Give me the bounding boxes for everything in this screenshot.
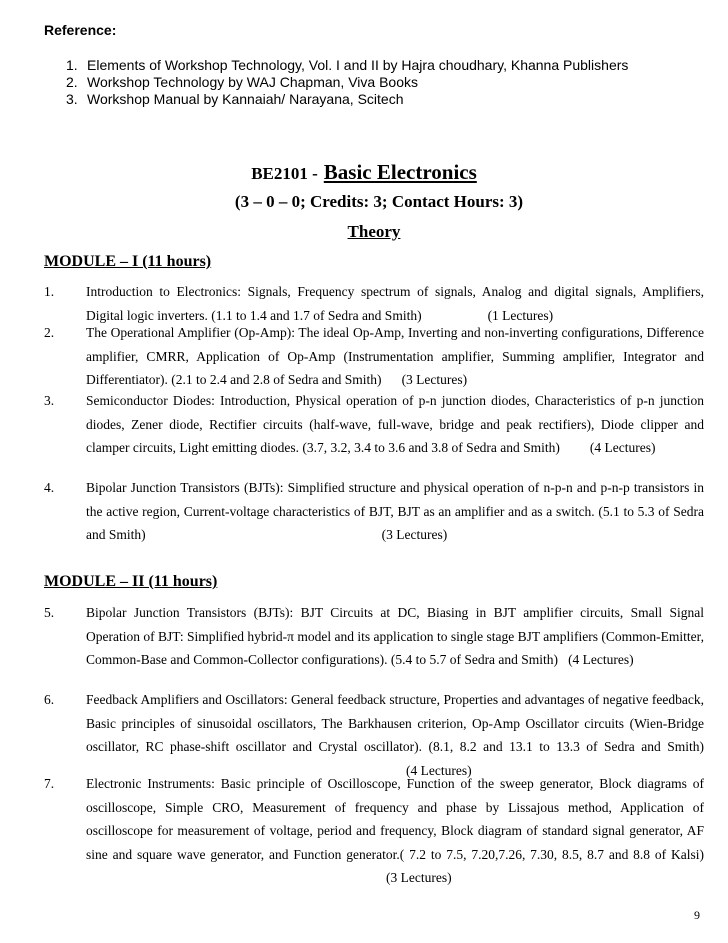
module-title: MODULE – II (11 hours) (44, 573, 218, 590)
module-item: 4. Bipolar Junction Transistors (BJTs): Simplified structure and physical operation of n-p-n and p-n-p transistors in the active region, Current-voltage characteristics of BJT, BJT as an amplifier and as a switch. (5.1 to 5.3 of Sedra and Smith) (3 Lectures) (44, 480, 704, 542)
course-code: BE2101 - (251, 164, 318, 183)
reference-heading: Reference: (44, 22, 117, 38)
reference-item: 1. Elements of Workshop Technology, Vol. I and II by Hajra choudhary, Khanna Publishers (66, 57, 629, 73)
module-item: 1. Introduction to Electronics: Signals, Frequency spectrum of signals, Analog and digital signals, Amplifiers, Digital logic inverters. (1.1 to 1.4 and 1.7 of Sedra and Smith) (1 Lectures) (44, 284, 704, 323)
module-item: 5. Bipolar Junction Transistors (BJTs): BJT Circuits at DC, Biasing in BJT amplifier circuits, Small Signal Operation of BJT: Simplified hybrid-π model and its application to single stage BJT amplifiers (Common-Emitter, Common-Base and Common-Collector configurations). (5.4 to 5.7 of Sedra and Smith) (4 Lectures) (44, 605, 704, 667)
course-header (0, 160, 728, 185)
reference-item: 2. Workshop Technology by WAJ Chapman, Viva Books (66, 74, 418, 90)
section-title: Theory (347, 222, 401, 241)
module-title: MODULE – I (11 hours) (44, 253, 212, 270)
reference-list (66, 57, 628, 108)
course-credits: (3 – 0 – 0; Credits: 3; Contact Hours: 3) (234, 192, 524, 211)
reference-item: 3. Workshop Manual by Kannaiah/ Narayana, Scitech (66, 91, 404, 107)
module-item: 7. Electronic Instruments: Basic principle of Oscilloscope, Function of the sweep generator, Block diagrams of oscilloscope, Simple CRO, Measurement of frequency and phase by Lissajous method, Application of oscilloscope for measurement of voltage, period and frequency, Block diagram of standard signal generator, AF sine and square wave generator, and Function generator.( 7.2 to 7.5, 7.20,7.26, 7.30, 8.5, 8.7 and 8.8 of Kalsi)(3 Lectures) (44, 776, 704, 885)
course-title: Basic Electronics (323, 160, 477, 184)
page-number: 9 (694, 908, 700, 922)
module-item: 6. Feedback Amplifiers and Oscillators: General feedback structure, Properties and advantages of negative feedback, Basic principles of sinusoidal oscillators, The Barkhausen criterion, Op-Amp Oscillator circuits (Wien-Bridge oscillator, RC phase-shift oscillator and Crystal oscillator). (8.1, 8.2 and 13.1 to 13.3 of Sedra and Smith)(4 Lectures) (44, 692, 704, 778)
module-item: 2. The Operational Amplifier (Op-Amp): The ideal Op-Amp, Inverting and non-inverting configurations, Difference amplifier, CMRR, Application of Op-Amp (Instrumentation amplifier, Summing amplifier, Integrator and Differentiator). (2.1 to 2.4 and 2.8 of Sedra and Smith) (3 Lectures) (44, 325, 704, 387)
module-item: 3. Semiconductor Diodes: Introduction, Physical operation of p-n junction diodes, Characteristics of p-n junction diodes, Zener diode, Rectifier circuits (half-wave, full-wave, bridge and peak rectifiers), Diode clipper and clamper circuits, Light emitting diodes. (3.7, 3.2, 3.4 to 3.6 and 3.8 of Sedra and Smith) (4 Lectures) (44, 393, 704, 455)
